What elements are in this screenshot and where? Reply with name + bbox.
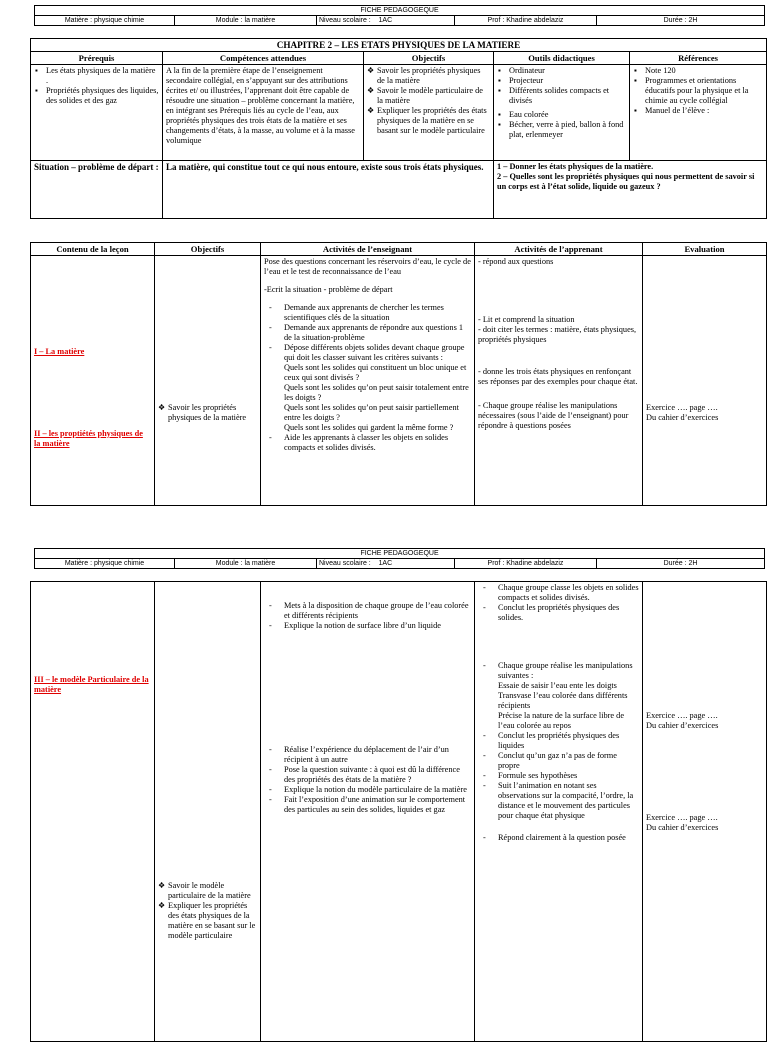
learner-line: - Lit et comprend la situation: [478, 315, 575, 324]
criteria: Quels sont les solides qu’on peut saisir totalement entre les doigts ?: [284, 383, 469, 402]
header-table-2: [34, 548, 765, 569]
objectif-item: ❖ Expliquer les propriétés des états physiques de la matière en se basant sur le modèle particulaire: [377, 106, 490, 136]
evaluation-line: Du cahier d’exercices: [646, 413, 719, 422]
learner-manip-line: Précise la nature de la surface libre de l’eau colorée au repos: [498, 711, 625, 730]
duration-cell: Durée : 2H: [597, 559, 765, 569]
contenu-cell: [31, 256, 155, 506]
outil-item: ▪ Ordinateur: [509, 66, 626, 76]
chapter-table: [30, 38, 767, 219]
teacher-item-2: - Pose la question suivante : à quoi est dû la différence des propriétés des états de la matière ?: [284, 765, 471, 785]
col-lesson-objectifs: Objectifs: [155, 243, 261, 256]
level-value: 1AC: [378, 17, 393, 24]
situation-text: La matière, qui constitue tout ce qui nous entoure, existe sous trois états physiques.: [163, 161, 494, 219]
situation-questions: [494, 161, 767, 219]
evaluation-line-2: Du cahier d’exercices: [646, 823, 719, 832]
learner-line: - donne les trois états physiques en renfonçant ses réponses par des exemples pour chaque état.: [478, 367, 638, 386]
teacher-item-2: - Explique la notion de surface libre d’un liquide: [284, 621, 471, 631]
level-value: 1AC: [378, 560, 393, 567]
teacher-cell: Prof : Khadine abdelaziz: [455, 16, 597, 26]
objectif-item: ❖ Savoir le modèle particulaire de la matière: [377, 86, 490, 106]
apprenant-cell-2: [475, 582, 643, 1042]
section-la-matiere: I – La matière: [34, 347, 85, 356]
reference-item: ▪ Note 120: [645, 66, 763, 76]
teacher-item: - Demande aux apprenants de chercher les termes scientifiques clés de la situation: [284, 303, 471, 323]
competences-cell: A la fin de la première étape de l’enseignement secondaire collégial, en s’appuyant sur des attributions écrites et/ ou illustrées, l’apprenant doit être capable de résoudre une situation – problème concernant la matière, en intégrant ses Prérequis liés au cycle de l’eau, aux propriétés physiques des trois états de la matière et ses changements d’états, à la masse, au volume et à la masse volumique: [163, 65, 364, 161]
chapter-title: CHAPITRE 2 – LES ETATS PHYSIQUES DE LA MATIERE: [31, 39, 767, 52]
fiche-title: FICHE PEDAGOGEQUE: [35, 549, 765, 559]
col-apprenant: Activités de l’apprenant: [475, 243, 643, 256]
outil-item: ▪ Eau colorée: [509, 110, 626, 120]
learner-item-2: - Suit l’animation en notant ses observations sur la compacité, l’ordre, la distance et le mouvement des particules pour chaque état physique: [498, 781, 639, 821]
level-label: Niveau scolaire :: [319, 17, 371, 24]
teacher-item: [284, 343, 471, 433]
outils-cell: [494, 65, 630, 161]
learner-line: - doit citer les termes : matière, états physiques, propriétés physiques: [478, 325, 637, 344]
evaluation-cell-2: [643, 582, 767, 1042]
reference-item: ▪ Manuel de l’élève :: [645, 106, 763, 116]
col-contenu: Contenu de la leçon: [31, 243, 155, 256]
col-enseignant: Activités de l’enseignant: [261, 243, 475, 256]
references-cell: [630, 65, 767, 161]
teacher-item: - Aide les apprenants à classer les objets en solides compacts et solides divisés.: [284, 433, 471, 453]
teacher-item-2: - Mets à la disposition de chaque groupe de l’eau colorée et différents récipients: [284, 601, 471, 621]
col-objectifs: Objectifs: [364, 52, 494, 65]
teacher-item: - Demande aux apprenants de répondre aux questions 1 de la situation-problème: [284, 323, 471, 343]
module-cell: Module : la matière: [175, 559, 317, 569]
level-label: Niveau scolaire :: [319, 560, 371, 567]
module-cell: Module : la matière: [175, 16, 317, 26]
teacher-item-2: - Explique la notion du modèle particulaire de la matière: [284, 785, 471, 795]
lesson-table-2: [30, 581, 767, 1042]
teacher-item-2: - Réalise l’expérience du déplacement de l’air d’un récipient à un autre: [284, 745, 471, 765]
evaluation-line-2: Exercice …. page ….: [646, 813, 718, 822]
objectif-item-2: ❖ Savoir le modèle particulaire de la matière: [168, 881, 257, 901]
outil-item: ▪ Différents solides compacts et divisés: [509, 86, 626, 106]
col-evaluation: Evaluation: [643, 243, 767, 256]
outil-item: ▪ Bécher, verre à pied, ballon à fond plat, erlenmeyer: [509, 120, 626, 140]
teacher-intro: Pose des questions concernant les réservoirs d’eau, le cycle de l’eau et le test de reconnaissance de l’eau: [264, 257, 471, 276]
criteria: Quels sont les solides qui gardent la même forme ?: [284, 423, 454, 432]
teacher-item-text: Dépose différents objets solides devant chaque groupe qui doit les classer suivant les critères suivants :: [284, 343, 465, 362]
prerequis-item: ▪ Les états physiques de la matière .: [46, 66, 159, 86]
learner-manip-head: Chaque groupe réalise les manipulations suivantes :: [498, 661, 633, 680]
learner-item-2: [498, 661, 639, 731]
criteria: Quels sont les solides qu’on peut saisir partiellement entre les doigts ?: [284, 403, 459, 422]
learner-item-2: - Conclut qu’un gaz n’a pas de forme propre: [498, 751, 639, 771]
learner-item-2: - Formule ses hypothèses: [498, 771, 639, 781]
evaluation-line: Exercice …. page ….: [646, 403, 718, 412]
lesson-objectifs-cell: [155, 256, 261, 506]
learner-item-2: - Chaque groupe classe les objets en solides compacts et solides divisés.: [498, 583, 639, 603]
teacher-write: -Ecrit la situation - problème de départ: [264, 285, 393, 294]
reference-item: ▪ Programmes et orientations éducatifs pour la physique et la chimie au cycle collégial: [645, 76, 763, 106]
subject-cell: Matière : physique chimie: [35, 16, 175, 26]
learner-item-2: - Conclut les propriétés physiques des solides.: [498, 603, 639, 623]
fiche-title: FICHE PEDAGOGEQUE: [35, 6, 765, 16]
question-2: 2 – Quelles sont les propriétés physiques qui nous permettent de savoir si un corps est à l’état solide, liquide ou gazeux ?: [497, 172, 755, 191]
teacher-cell: Prof : Khadine abdelaziz: [455, 559, 597, 569]
enseignant-cell-2: [261, 582, 475, 1042]
objectif-item-2: ❖ Expliquer les propriétés des états physiques de la matière en se basant sur le modèle particulaire: [168, 901, 257, 941]
question-1: 1 – Donner les états physiques de la matière.: [497, 162, 654, 171]
objectifs-cell-2: [155, 582, 261, 1042]
evaluation-line-2: Du cahier d’exercices: [646, 721, 719, 730]
evaluation-cell: [643, 256, 767, 506]
objectif-item: ❖ Savoir les propriétés physiques de la matière: [377, 66, 490, 86]
prerequis-cell: [31, 65, 163, 161]
teacher-item-2: - Fait l’exposition d’une animation sur le comportement des particules au sein des solides, liquides et gaz: [284, 795, 471, 815]
learner-line: - répond aux questions: [478, 257, 554, 266]
apprenant-cell: [475, 256, 643, 506]
lesson-objectif-item: ❖ Savoir les propriétés physiques de la matière: [168, 403, 257, 423]
prerequis-item: ▪ Propriétés physiques des liquides, des solides et des gaz: [46, 86, 159, 106]
section-proprietes: II – les proptiétés physiques de la matière: [34, 429, 143, 448]
criteria: Quels sont les solides qui constituent un bloc unique et ceux qui sont divisés ?: [284, 363, 467, 382]
enseignant-cell: [261, 256, 475, 506]
learner-line: - Chaque groupe réalise les manipulations nécessaires (sous l’aide de l’enseignant) pour répondre à questions posées: [478, 401, 629, 430]
lesson-table: [30, 242, 767, 506]
level-cell: [317, 16, 455, 26]
col-competences: Compétences attendues: [163, 52, 364, 65]
learner-item-2: - Répond clairement à la question posée: [498, 833, 639, 843]
learner-item-2: - Conclut les propriétés physiques des liquides: [498, 731, 639, 751]
section-modele: III – le modèle Particulaire de la matière: [34, 675, 149, 694]
col-prerequis: Prérequis: [31, 52, 163, 65]
col-outils: Outils didactiques: [494, 52, 630, 65]
col-references: Références: [630, 52, 767, 65]
header-table: [34, 5, 765, 26]
objectifs-cell: [364, 65, 494, 161]
duration-cell: Durée : 2H: [597, 16, 765, 26]
outil-item: ▪ Projecteur: [509, 76, 626, 86]
subject-cell: Matière : physique chimie: [35, 559, 175, 569]
learner-manip-line: Essaie de saisir l’eau ente les doigts: [498, 681, 617, 690]
contenu-cell-2: [31, 582, 155, 1042]
level-cell: [317, 559, 455, 569]
evaluation-line-2: Exercice …. page ….: [646, 711, 718, 720]
learner-manip-line: Transvase l’eau colorée dans différents récipients: [498, 691, 628, 710]
situation-label: Situation – problème de départ :: [31, 161, 163, 219]
